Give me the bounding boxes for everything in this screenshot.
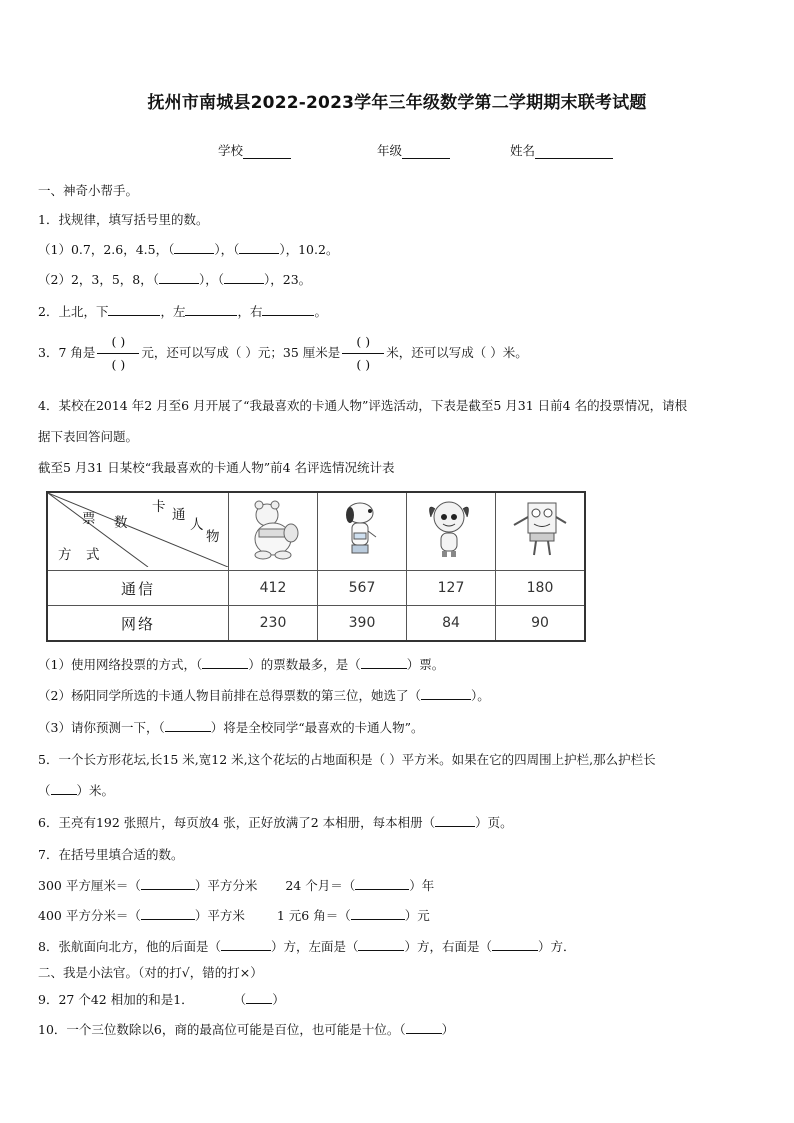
q8-text: 8．张航面向北方，他的后面是（: [38, 939, 221, 954]
question-4-sub-2: [38, 686, 490, 704]
answer-blank[interactable]: [165, 719, 211, 732]
name-field: [510, 141, 613, 159]
row-label: 网络: [47, 606, 229, 642]
q10-text: 10．一个三位数除以6，商的最高位可能是百位，也可能是十位。（: [38, 1022, 406, 1037]
question-4-sub-1: [38, 655, 444, 673]
header-cartoon-char: 人: [190, 517, 204, 533]
dog-character-icon: [318, 492, 407, 571]
q2-text-a: 2．上北，下: [38, 304, 109, 319]
school-label: 学校: [218, 143, 244, 158]
q1-p2-text-b: ），（: [199, 272, 225, 287]
question-7: 7．在括号里填合适的数。: [38, 847, 184, 862]
table-row: [47, 571, 585, 606]
answer-blank[interactable]: [435, 814, 475, 827]
table-cell: 412: [229, 571, 318, 606]
q8-text: ）方．: [538, 939, 576, 954]
q2-text-b: ，左: [160, 304, 186, 319]
question-1-part-1: [38, 240, 338, 258]
q2-text-c: ，右: [237, 304, 263, 319]
answer-blank[interactable]: [358, 938, 404, 951]
answer-blank[interactable]: [361, 656, 407, 669]
q4s2-text-a: （2）杨阳同学所选的卡通人物目前排在总得票数的第三位，她选了（: [38, 688, 421, 703]
answer-blank[interactable]: [351, 907, 405, 920]
header-method-char: 方: [58, 547, 72, 563]
answer-blank[interactable]: [355, 877, 409, 890]
name-label: 姓名: [510, 143, 536, 158]
section-1-heading: 一、神奇小帮手。: [38, 183, 139, 198]
q7-text: ）元: [404, 908, 430, 923]
grade-label: 年级: [377, 143, 403, 158]
answer-blank[interactable]: [262, 303, 314, 316]
answer-blank[interactable]: [185, 303, 237, 316]
grade-blank[interactable]: [402, 145, 450, 159]
answer-blank[interactable]: [406, 1021, 442, 1034]
q9-text: ）: [272, 992, 285, 1007]
q4s1-text-b: ）的票数最多，是（: [248, 657, 361, 672]
question-7-row-2: [38, 906, 430, 924]
fraction-bar: [342, 353, 384, 354]
question-2: [38, 302, 327, 320]
q4s3-text-a: （3）请你预测一下，（: [38, 720, 165, 735]
question-6: [38, 813, 513, 831]
q3-text-a: 3．7 角是: [38, 345, 96, 360]
q7-text: 1 元6 角＝（: [276, 908, 351, 923]
question-7-row-1: [38, 876, 434, 894]
q7-text: ）年: [409, 878, 435, 893]
question-5-line-1: 5．一个长方形花坛,长15 米,宽12 米,这个花坛的占地面积是（ ）平方米。如果在它的四周围上护栏,那么护栏长: [38, 752, 656, 767]
q4s1-text-a: （1）使用网络投票的方式，（: [38, 657, 203, 672]
q3-text-c: 米，还可以写成（ ）米。: [386, 345, 528, 360]
q8-text: ）方，右面是（: [404, 939, 492, 954]
question-1-part-2: [38, 270, 311, 288]
q4s2-text-b: ）。: [470, 688, 490, 703]
question-10: [38, 1020, 454, 1038]
answer-blank[interactable]: [221, 938, 271, 951]
q2-text-d: 。: [314, 304, 327, 319]
q3-text-b: 元，还可以写成（ ）元；35 厘米是: [141, 345, 341, 360]
name-blank[interactable]: [535, 145, 613, 159]
answer-blank[interactable]: [51, 782, 77, 795]
question-1: 1．找规律，填写括号里的数。: [38, 212, 209, 227]
answer-blank[interactable]: [108, 303, 160, 316]
q7-text: 24 个月＝（: [285, 878, 356, 893]
answer-blank[interactable]: [224, 271, 264, 284]
question-4-sub-3: [38, 718, 424, 736]
question-4-line-2: 据下表回答问题。: [38, 429, 139, 444]
q1-p1-text-a: （1）0.7，2.6，4.5，（: [38, 242, 175, 257]
table-cell: 127: [407, 571, 496, 606]
q6-text-a: 6．王亮有192 张照片，每页放4 张，正好放满了2 本相册，每本相册（: [38, 815, 436, 830]
row-label: 通信: [47, 571, 229, 606]
question-3: [38, 333, 528, 374]
q8-text: ）方，左面是（: [270, 939, 359, 954]
header-votes-char: 数: [114, 515, 128, 531]
q4s3-text-b: ）将是全校同学“最喜欢的卡通人物”。: [210, 720, 424, 735]
table-cell: 230: [229, 606, 318, 642]
question-5-line-2: [38, 781, 114, 799]
answer-blank[interactable]: [159, 271, 199, 284]
sponge-character-icon: [496, 492, 586, 571]
header-votes-char: 票: [82, 511, 96, 527]
vote-table: [46, 491, 586, 642]
q9-text: 9．27 个42 相加的和是1．: [38, 992, 194, 1007]
question-8: [38, 937, 576, 955]
fraction-blank-1[interactable]: [97, 333, 139, 374]
q5-text-b: ）米。: [76, 783, 115, 798]
q10-text: ）: [441, 1022, 455, 1037]
diagonal-header-cell: [47, 492, 229, 571]
answer-blank[interactable]: [492, 938, 538, 951]
answer-blank[interactable]: [141, 877, 195, 890]
sheep-character-icon: [407, 492, 496, 571]
answer-blank[interactable]: [141, 907, 195, 920]
answer-blank[interactable]: [421, 687, 471, 700]
answer-blank[interactable]: [239, 241, 279, 254]
answer-blank[interactable]: [202, 656, 248, 669]
q7-text: ）平方米: [194, 908, 245, 923]
table-cell: 390: [318, 606, 407, 642]
q1-p1-text-b: ），（: [214, 242, 240, 257]
q6-text-b: ）页。: [475, 815, 513, 830]
fraction-blank-2[interactable]: [342, 333, 384, 374]
q5-text-a: （: [38, 783, 51, 798]
header-method-char: 式: [86, 547, 100, 563]
school-blank[interactable]: [243, 145, 291, 159]
fraction-denominator: ( ): [356, 357, 371, 372]
q1-p1-text-c: ），10.2。: [279, 242, 339, 257]
fraction-numerator: ( ): [356, 334, 371, 349]
table-cell: 180: [496, 571, 586, 606]
header-cartoon-char: 卡: [152, 499, 166, 515]
answer-blank[interactable]: [174, 241, 214, 254]
table-cell: 84: [407, 606, 496, 642]
section-2-heading: 二、我是小法官。（对的打√，错的打×）: [38, 965, 263, 980]
header-cartoon-char: 通: [172, 507, 186, 523]
table-caption: 截至5 月31 日某校“我最喜欢的卡通人物”前4 名评选情况统计表: [38, 460, 395, 475]
q4s1-text-c: ）票。: [406, 657, 445, 672]
table-header-row: [47, 492, 585, 571]
q1-p2-text-c: ），23。: [264, 272, 312, 287]
q7-text: 400 平方分米＝（: [38, 908, 141, 923]
bear-character-icon: [229, 492, 318, 571]
fraction-denominator: ( ): [111, 357, 126, 372]
q7-text: ）平方分米: [194, 878, 258, 893]
table-cell: 567: [318, 571, 407, 606]
q7-text: 300 平方厘米＝（: [38, 878, 141, 893]
answer-blank[interactable]: [246, 991, 272, 1004]
table-cell: 90: [496, 606, 586, 642]
question-9: [38, 990, 285, 1008]
page-title: 抚州市南城县2022-2023学年三年级数学第二学期期末联考试题: [147, 93, 647, 113]
school-field: [218, 141, 291, 159]
q1-p2-text-a: （2）2，3，5，8，（: [38, 272, 160, 287]
table-row: [47, 606, 585, 642]
grade-field: [377, 141, 450, 159]
header-cartoon-char: 物: [206, 529, 220, 545]
q9-text: （: [233, 992, 247, 1007]
question-4-line-1: 4．某校在2014 年2 月至6 月开展了“我最喜欢的卡通人物”评选活动，下表是截至5 月31 日前4 名的投票情况，请根: [38, 398, 688, 413]
fraction-bar: [97, 353, 139, 354]
fraction-numerator: ( ): [111, 334, 126, 349]
